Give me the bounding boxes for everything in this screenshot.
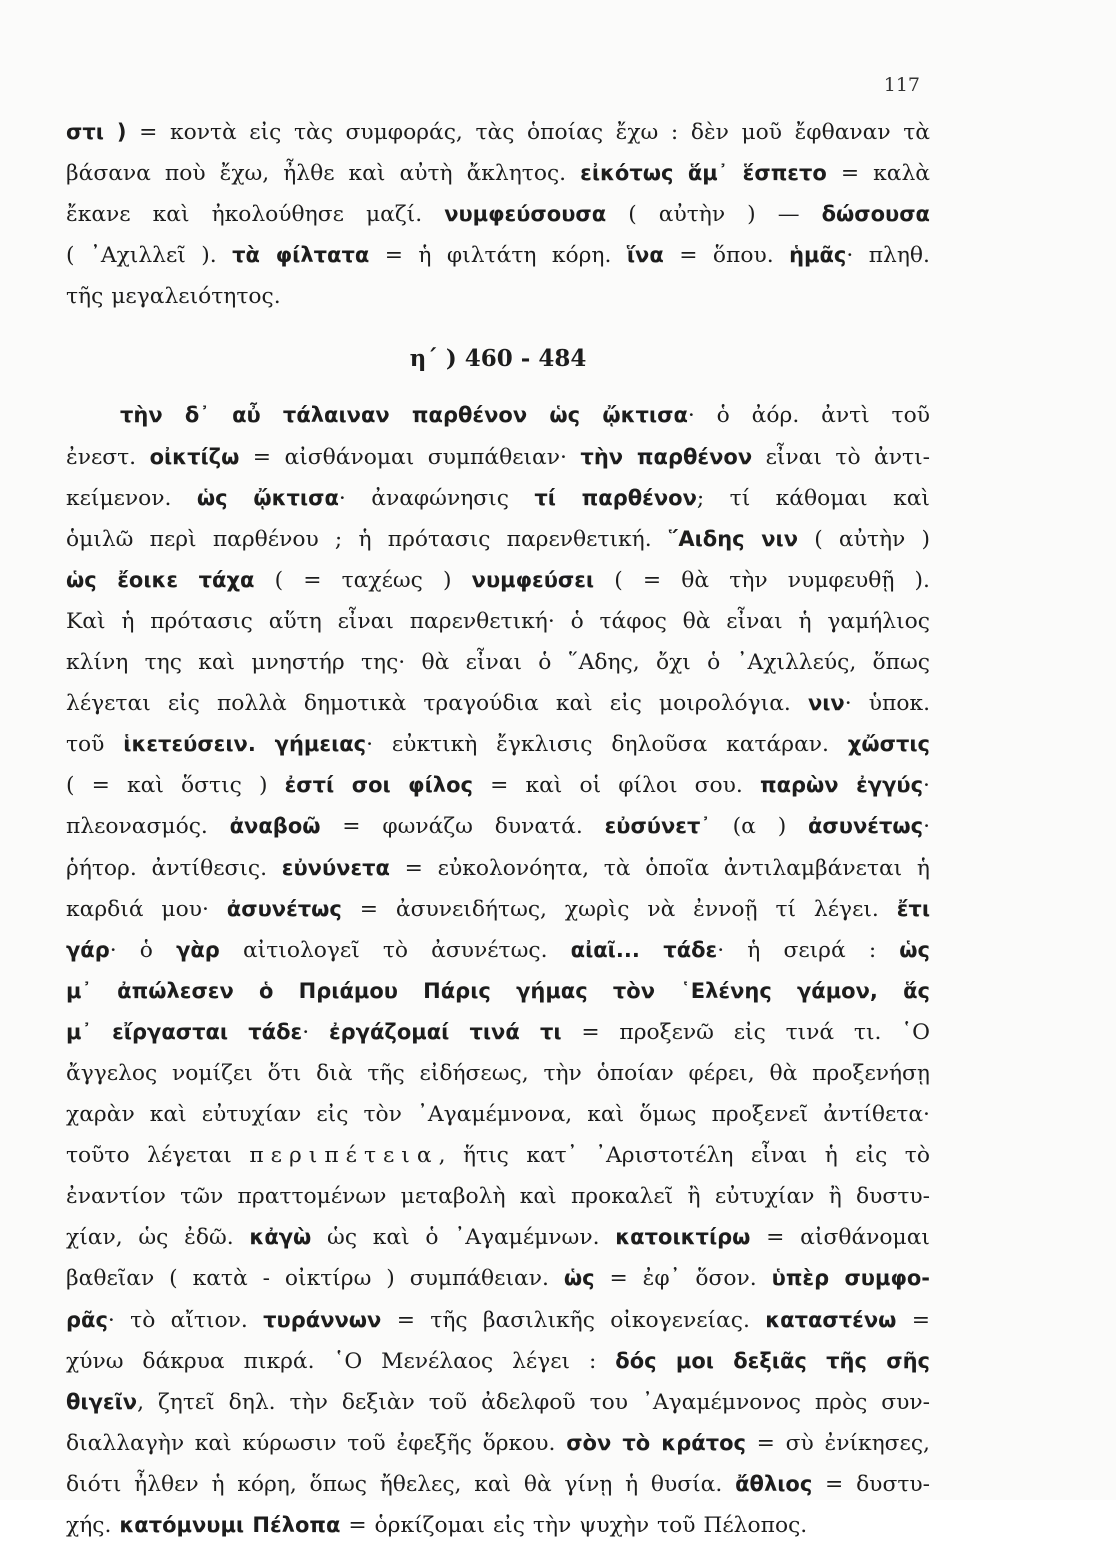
lemma-term: ρᾶς	[66, 1307, 108, 1332]
text-segment: = αἰσθάνομαι	[750, 1225, 930, 1251]
lemma-term: εὐνύνετα	[281, 855, 390, 880]
text-segment: ( = καὶ ὅστις )	[66, 773, 285, 799]
lemma-term: γήμειας	[274, 732, 367, 757]
text-segment: · ὑποκ.	[844, 691, 930, 717]
lemma-term: γὰρ	[176, 937, 220, 962]
text-line	[66, 765, 930, 806]
text-line	[66, 194, 930, 235]
lemma-term: γάρ	[66, 937, 110, 962]
lemma-term: δός μοι δεξιᾶς τῆς σῆς	[615, 1348, 930, 1373]
text-segment: = τῆς βασιλικῆς οἰκογενείας.	[381, 1307, 766, 1333]
lemma-term: ἀσυνέτως	[808, 814, 924, 839]
text-segment: βαθεῖαν ( κατὰ - οἰκτίρω ) συμπάθειαν.	[66, 1266, 564, 1292]
lemma-term: ὡς	[899, 937, 930, 962]
text-segment: ·	[302, 1019, 329, 1045]
text-segment: ( = ταχέως )	[254, 567, 472, 593]
text-line	[66, 1505, 930, 1546]
text-segment: τῆς μεγαλειότητος.	[66, 284, 281, 310]
text-line	[66, 930, 930, 971]
text-segment: κλίνη της καὶ μνηστήρ της· θὰ εἶναι ὁ ῞Αδης, ὄχι ὁ ᾽Αχιλλεύς, ὅπως	[66, 650, 930, 676]
lemma-term: κἀγὼ	[249, 1225, 312, 1250]
text-segment: ἔκανε καὶ ἠκολούθησε μαζί.	[66, 202, 445, 228]
text-segment: πλεονασμός.	[66, 814, 230, 840]
text-segment: · ὁ ἀόρ. ἀντὶ τοῦ	[687, 403, 930, 429]
text-segment: ( ᾽Αχιλλεῖ ).	[66, 243, 233, 269]
lemma-term: νυμφεύσει	[471, 567, 595, 592]
text-line	[66, 276, 930, 317]
text-segment: = ἐφ᾽ ὅσον.	[594, 1266, 772, 1292]
lemma-term: εὐσύνετ᾽	[604, 814, 711, 839]
text-segment: εἶναι τὸ ἀντι-	[752, 444, 930, 470]
text-line	[66, 1094, 930, 1135]
text-segment: = φωνάζω δυνατά.	[320, 814, 605, 840]
text-line	[66, 519, 930, 560]
text-segment: λέγεται εἰς πολλὰ δημοτικὰ τραγούδια καὶ εἰς μοιρολόγια.	[66, 691, 808, 717]
lemma-term: ἔτι	[896, 896, 931, 921]
text-segment: = κοντὰ εἰς τὰς συμφοράς, τὰς ὁποίας ἔχω : δὲν μοῦ ἔφθαναν τὰ	[126, 120, 930, 145]
text-segment: =	[896, 1307, 930, 1333]
text-segment: = ἀσυνειδήτως, χωρὶς νὰ ἐννοῇ τί λέγει.	[341, 896, 897, 922]
text-segment: χίαν, ὡς ἐδῶ.	[66, 1225, 250, 1251]
lemma-term: τὴν παρθένον	[580, 444, 753, 469]
text-segment: αἰτιολογεῖ τὸ ἀσυνέτως.	[219, 937, 571, 963]
text-segment: = προξενῶ εἰς τινά τι. ῾Ο	[561, 1019, 931, 1045]
text-line	[66, 683, 930, 724]
text-segment: ( = θὰ τὴν νυμφευθῇ ).	[594, 567, 930, 593]
text-segment: · ὁ	[109, 937, 177, 963]
lemma-term: ἐστί σοι φίλος	[284, 773, 473, 798]
text-segment: · ἀναφώνησις	[338, 485, 535, 511]
text-segment: ὁμιλῶ περὶ παρθένου ; ἡ πρότασις παρενθετική.	[66, 526, 668, 552]
text-line	[66, 1217, 930, 1258]
lemma-term: μ᾽ ἀπώλεσεν ὁ Πριάμου Πάρις γήμας τὸν ῾Ελένης γάμον, ἅς	[66, 978, 930, 1003]
lemma-term: καταστένω	[765, 1307, 897, 1332]
lemma-term: αἰαῖ... τάδε	[570, 937, 718, 962]
text-segment: ῥήτορ. ἀντίθεσις.	[66, 855, 282, 881]
text-line	[66, 1053, 930, 1094]
text-segment	[256, 732, 275, 757]
text-segment: διαλλαγὴν καὶ κύρωσιν τοῦ ἐφεξῆς ὅρκου.	[66, 1430, 567, 1456]
lemma-term: τυράννων	[263, 1307, 382, 1332]
lemma-term: τὰ φίλτατα	[232, 243, 370, 268]
lemma-term: σὸν τὸ κράτος	[566, 1430, 746, 1455]
text-segment: χαρὰν καὶ εὐτυχίαν εἰς τὸν ᾽Αγαμέμνονα, καὶ ὅμως προξενεῖ ἀντίθετα·	[66, 1102, 930, 1128]
commentary-paragraph-main	[66, 395, 930, 1546]
text-segment: = εὐκολονόητα, τὰ ὁποῖα ἀντιλαμβάνεται ἡ	[389, 855, 930, 881]
text-line	[66, 848, 930, 889]
text-segment: καρδιά μου·	[66, 896, 227, 922]
lemma-term: ἀναβοῶ	[229, 814, 321, 839]
text-segment: = καλὰ	[826, 161, 931, 187]
text-line	[66, 1258, 930, 1299]
lemma-term: εἰκότως ἅμ᾽ ἕσπετο	[580, 161, 827, 186]
text-segment: κείμενον.	[66, 485, 197, 511]
text-segment: = αἰσθάνομαι συμπάθειαν·	[239, 444, 581, 470]
lemma-term: ἱκετεύσειν.	[123, 732, 256, 757]
text-segment: χύνω δάκρυα πικρά. ῾Ο Μενέλαος λέγει :	[66, 1348, 616, 1374]
text-segment: τοῦ	[66, 732, 124, 758]
text-segment: ἐνεστ.	[66, 444, 150, 470]
text-line	[66, 1300, 930, 1341]
text-line	[66, 1341, 930, 1382]
text-line	[66, 1423, 930, 1464]
lemma-term: κατόμνυμι Πέλοπα	[119, 1513, 341, 1537]
lemma-term: οἰκτίζω	[149, 444, 240, 469]
text-line	[66, 806, 930, 847]
text-segment: = ἡ φιλτάτη κόρη.	[369, 243, 627, 269]
text-segment: ἄγγελος νομίζει ὅτι διὰ τῆς εἰδήσεως, τὴν ὁποίαν φέρει, θὰ προξενήσῃ	[66, 1060, 930, 1086]
lemma-term: ὡς ἔοικε τάχα	[66, 567, 255, 592]
lemma-term: ἄθλιος	[735, 1471, 813, 1496]
lemma-term: μ᾽ εἴργασται τάδε	[66, 1019, 303, 1044]
text-line	[66, 153, 930, 194]
lemma-term: ὡς	[563, 1266, 595, 1291]
lemma-term: ἀσυνέτως	[226, 896, 342, 921]
text-segment: = ὅπου.	[663, 243, 790, 269]
text-line	[66, 478, 930, 519]
text-segment: ; τί κάθομαι καὶ	[696, 485, 930, 511]
text-segment: ·	[923, 814, 930, 840]
lemma-term: ἐργάζομαί τινά τι	[328, 1019, 562, 1044]
text-segment: ἐναντίον τῶν πραττομένων μεταβολὴ καὶ προκαλεῖ ἢ εὐτυχίαν ἢ δυστυ-	[66, 1184, 930, 1210]
text-segment: · πληθ.	[846, 243, 930, 269]
lemma-term: τὴν δ᾽ αὖ τάλαιναν παρθένον ὡς ᾤκτισα	[120, 403, 688, 428]
lemma-term: ὑπὲρ συμφο-	[771, 1266, 931, 1291]
lemma-term: ὡς ᾤκτισα	[196, 485, 339, 510]
lemma-term: παρὼν ἐγγύς	[759, 773, 924, 798]
text-segment: · ἡ σειρά :	[717, 937, 900, 963]
lemma-term: χὤστις	[847, 732, 930, 757]
lemma-term: νιν	[807, 691, 845, 716]
text-segment: = δυστυ-	[812, 1471, 930, 1497]
commentary-paragraph-top	[66, 112, 930, 317]
text-segment: = ὁρκίζομαι εἰς τὴν ψυχὴν τοῦ Πέλοπος.	[340, 1513, 808, 1538]
text-line	[66, 1135, 930, 1176]
text-block	[66, 112, 930, 1546]
text-segment: = καὶ οἱ φίλοι σου.	[472, 773, 760, 799]
text-line	[66, 601, 930, 642]
text-segment: ·	[923, 773, 930, 799]
lemma-term: ἵνα	[626, 243, 664, 268]
page-number: 117	[883, 74, 920, 96]
text-line	[66, 395, 930, 436]
lemma-term: νυμφεύσουσα	[444, 202, 607, 227]
lemma-term: τί παρθένον	[534, 485, 697, 510]
section-heading: η΄ ) 460 - 484	[409, 345, 587, 373]
text-segment: τοῦτο λέγεται	[66, 1143, 250, 1169]
text-line	[66, 889, 930, 930]
text-line	[66, 724, 930, 765]
text-segment: βάσανα ποὺ ἔχω, ἦλθε καὶ αὐτὴ ἄκλητος.	[66, 161, 581, 187]
lemma-term: στι )	[66, 120, 127, 144]
text-line	[66, 112, 930, 153]
text-line	[66, 235, 930, 276]
lemma-term: ἡμᾶς	[789, 243, 847, 268]
text-segment: Καὶ ἡ πρότασις αὕτη εἶναι παρενθετική· ὁ τάφος θὰ εἶναι ἡ γαμήλιος	[66, 608, 930, 634]
lemma-term: δώσουσα	[821, 202, 930, 227]
text-segment: διότι ἦλθεν ἡ κόρη, ὅπως ἤθελες, καὶ θὰ γίνῃ ἡ θυσία.	[66, 1471, 736, 1497]
lemma-term: ῞Αιδης νιν	[667, 526, 799, 551]
text-segment: , ζητεῖ δηλ. τὴν δεξιὰν τοῦ ἀδελφοῦ του ᾽Αγαμέμνονος πρὸς συν-	[137, 1389, 930, 1415]
text-segment: ( αὐτὴν ) —	[606, 202, 822, 228]
text-line	[66, 560, 930, 601]
lemma-term: κατοικτίρω	[615, 1225, 751, 1250]
text-segment: · τὸ αἴτιον.	[107, 1307, 264, 1333]
text-segment: · εὐκτικὴ ἔγκλισις δηλοῦσα κατάραν.	[366, 732, 848, 758]
text-segment: χής.	[66, 1513, 120, 1538]
text-segment: , ἥτις κατ᾽ ᾽Αριστοτέλη εἶναι ἡ εἰς τὸ	[438, 1143, 930, 1169]
text-line	[66, 1012, 930, 1053]
text-segment: ( αὐτὴν )	[798, 526, 930, 552]
text-line	[66, 1382, 930, 1423]
text-segment: = σὺ ἐνίκησες,	[745, 1430, 930, 1456]
text-line	[66, 1176, 930, 1217]
text-line	[66, 642, 930, 683]
text-line	[66, 971, 930, 1012]
text-segment: ὡς καὶ ὁ ᾽Αγαμέμνων.	[311, 1225, 616, 1251]
text-line	[66, 437, 930, 478]
lemma-term: θιγεῖν	[66, 1389, 138, 1414]
text-line	[66, 1464, 930, 1505]
text-segment: (α )	[710, 814, 808, 840]
spaced-term: περιπέτεια	[249, 1143, 439, 1169]
